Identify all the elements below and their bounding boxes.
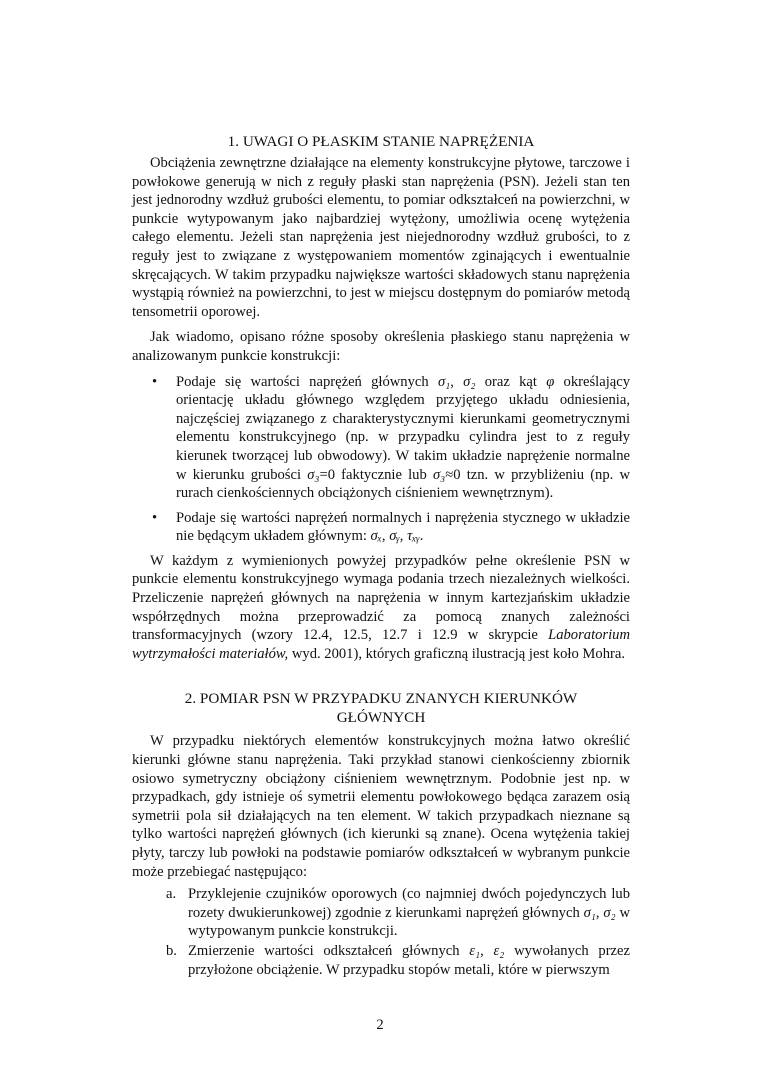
section-1-paragraph-1: Obciążenia zewnętrzne działające na elementy konstrukcyjne płytowe, tarczowe i powłokowe generują w nich z reguły płaski stan naprężenia (PSN). Jeżeli stan ten jest jednorodny wzdłuż grubości elementu, to pomiar odkształceń na powierzchni, w punkcie wytypowanym jako najbardziej wytężony, umożliwia ocenę wytężenia całego elementu. Jeżeli stan naprężenia jest niejednorodny wzdłuż grubości, to z reguły jest to związane z występowaniem momentów zginających i ewentualnie skręcających. W takim przypadku największe wartości składowych stanu naprężenia wystąpią również na powierzchni, to jest w miejscu dostępnym do pomiarów metodą tensometrii oporowej. xyxy=(132,155,630,320)
item-b-text-c: wywołanych przez przyłożone obciążenie. W przypadku stopów metali, które w pierwszym xyxy=(188,942,630,978)
bullet-icon: • xyxy=(152,509,158,526)
section-spacer xyxy=(132,663,630,689)
item-a-marker: a. xyxy=(166,886,177,903)
steps-list xyxy=(132,885,630,979)
sigma-1-symbol: σ₁ xyxy=(437,373,451,390)
list-item xyxy=(132,509,630,546)
item-a-text-b: , xyxy=(595,904,604,921)
sigma-2-symbol: σ₂ xyxy=(463,373,476,390)
list-item xyxy=(132,885,630,941)
bullet-1-text-d: określający orientację układu głównego względem przyjętego układu odniesienia, najczęściej związanego z charakterystycznymi kierunkami geometrycznymi elementu konstrukcyjnego (np. w przypadku cylindra jest to z reguły kierunek tworzącej lub obwodowy). W takim układzie naprężenie normalne w kierunku grubości xyxy=(176,373,631,483)
sigma-x-symbol: σₓ xyxy=(370,528,382,545)
phi-symbol: φ xyxy=(546,373,555,390)
bullet-1-text-f: ≈0 tzn. w przybliżeniu (np. w rurach cienkościennych obciążonych ciśnieniem wewnętrznym). xyxy=(176,466,631,502)
paragraph-3-text-a: W każdym z wymienionych powyżej przypadków pełne określenie PSN w punkcie elementu konstrukcyjnego wymaga podania trzech niezależnych wielkości. Przeliczenie naprężeń głównych na naprężenia w innym kartezjańskim układzie współrzędnych można przeprowadzić za pomocą znanych zależności transformacyjnych (wzory 12.4, 12.5, 12.7 i 12.9 w skrypcie xyxy=(132,552,630,644)
sigma-2-symbol: σ₂ xyxy=(603,904,616,921)
sigma-3-symbol: σ₃ xyxy=(432,466,446,483)
item-b-text-b: , xyxy=(480,942,494,959)
paragraph-3-text-b: wyd. 2001), których graficzną ilustracją jest koło Mohra. xyxy=(288,645,625,662)
textbook-title: Laboratorium wytrzymałości materiałów, xyxy=(132,627,630,662)
sigma-1-symbol: σ₁ xyxy=(583,904,596,921)
section-2-title-line-1: 2. POMIAR PSN W PRZYPADKU ZNANYCH KIERUNKÓW xyxy=(184,690,578,708)
section-1-paragraph-2: Jak wiadomo, opisano różne sposoby określenia płaskiego stanu naprężenia w analizowanym punkcie konstrukcji: xyxy=(132,329,630,364)
sigma-3-symbol: σ₃ xyxy=(307,466,320,483)
section-1-paragraph-3 xyxy=(132,552,630,664)
bullet-1-text-c: oraz kąt xyxy=(475,373,547,390)
section-1-title: 1. UWAGI O PŁASKIM STANIE NAPRĘŻENIA xyxy=(227,133,535,150)
section-2-title-line-2: GŁÓWNYCH xyxy=(336,709,426,727)
bullet-2-text-d: . xyxy=(419,528,424,545)
item-b-marker: b. xyxy=(166,942,177,959)
item-a-text-a: Przyklejenie czujników oporowych (co najmniej dwóch pojedynczych lub rozety dwukierunkowej) zgodnie z kierunkami naprężeń głównych xyxy=(188,886,630,921)
section-2-title xyxy=(132,689,630,727)
bullet-1-text-a: Podaje się wartości naprężeń głównych xyxy=(176,373,438,390)
list-item xyxy=(132,942,630,979)
bullet-1-text-b: , xyxy=(450,373,464,390)
epsilon-2-symbol: ε₂ xyxy=(493,942,505,959)
page-number: 2 xyxy=(376,1017,384,1033)
item-b-text-a: Zmierzenie wartości odkształceń głównych xyxy=(188,942,470,959)
item-a-text-c: w wytypowanym punkcie konstrukcji. xyxy=(188,904,630,940)
bullet-2-text-b: , xyxy=(381,528,390,545)
bullet-1-text-e: =0 faktycznie lub xyxy=(319,466,433,483)
bullet-2-text-c: , xyxy=(399,528,408,545)
sigma-y-symbol: σᵧ xyxy=(389,528,400,545)
bullet-2-text-a: Podaje się wartości naprężeń normalnych i naprężenia stycznego w układzie nie będącym układem głównym: xyxy=(176,509,630,545)
list-item xyxy=(132,373,630,503)
bullet-list xyxy=(132,373,630,546)
epsilon-1-symbol: ε₁ xyxy=(469,942,481,959)
tau-xy-symbol: τₓᵧ xyxy=(407,528,420,545)
section-2-paragraph-1: W przypadku niektórych elementów konstrukcyjnych można łatwo określić kierunki główne stanu naprężenia. Taki przykład stanowi cienkościenny zbiornik osiowo symetryczny obciążony ciśnieniem wewnętrznym. Podobnie jest np. w przypadkach, gdy istnieje oś symetrii elementu powłokowego będąca zarazem osią symetrii pola sił działających na ten element. W takich przypadkach nieznane są tylko wartości naprężeń głównych (ich kierunki są znane). Ocena wytężenia takiej płyty, tarczy lub powłoki na podstawie pomiarów odkształceń w wybranym punkcie może przebiegać następująco: xyxy=(132,733,630,880)
bullet-icon: • xyxy=(152,373,158,390)
